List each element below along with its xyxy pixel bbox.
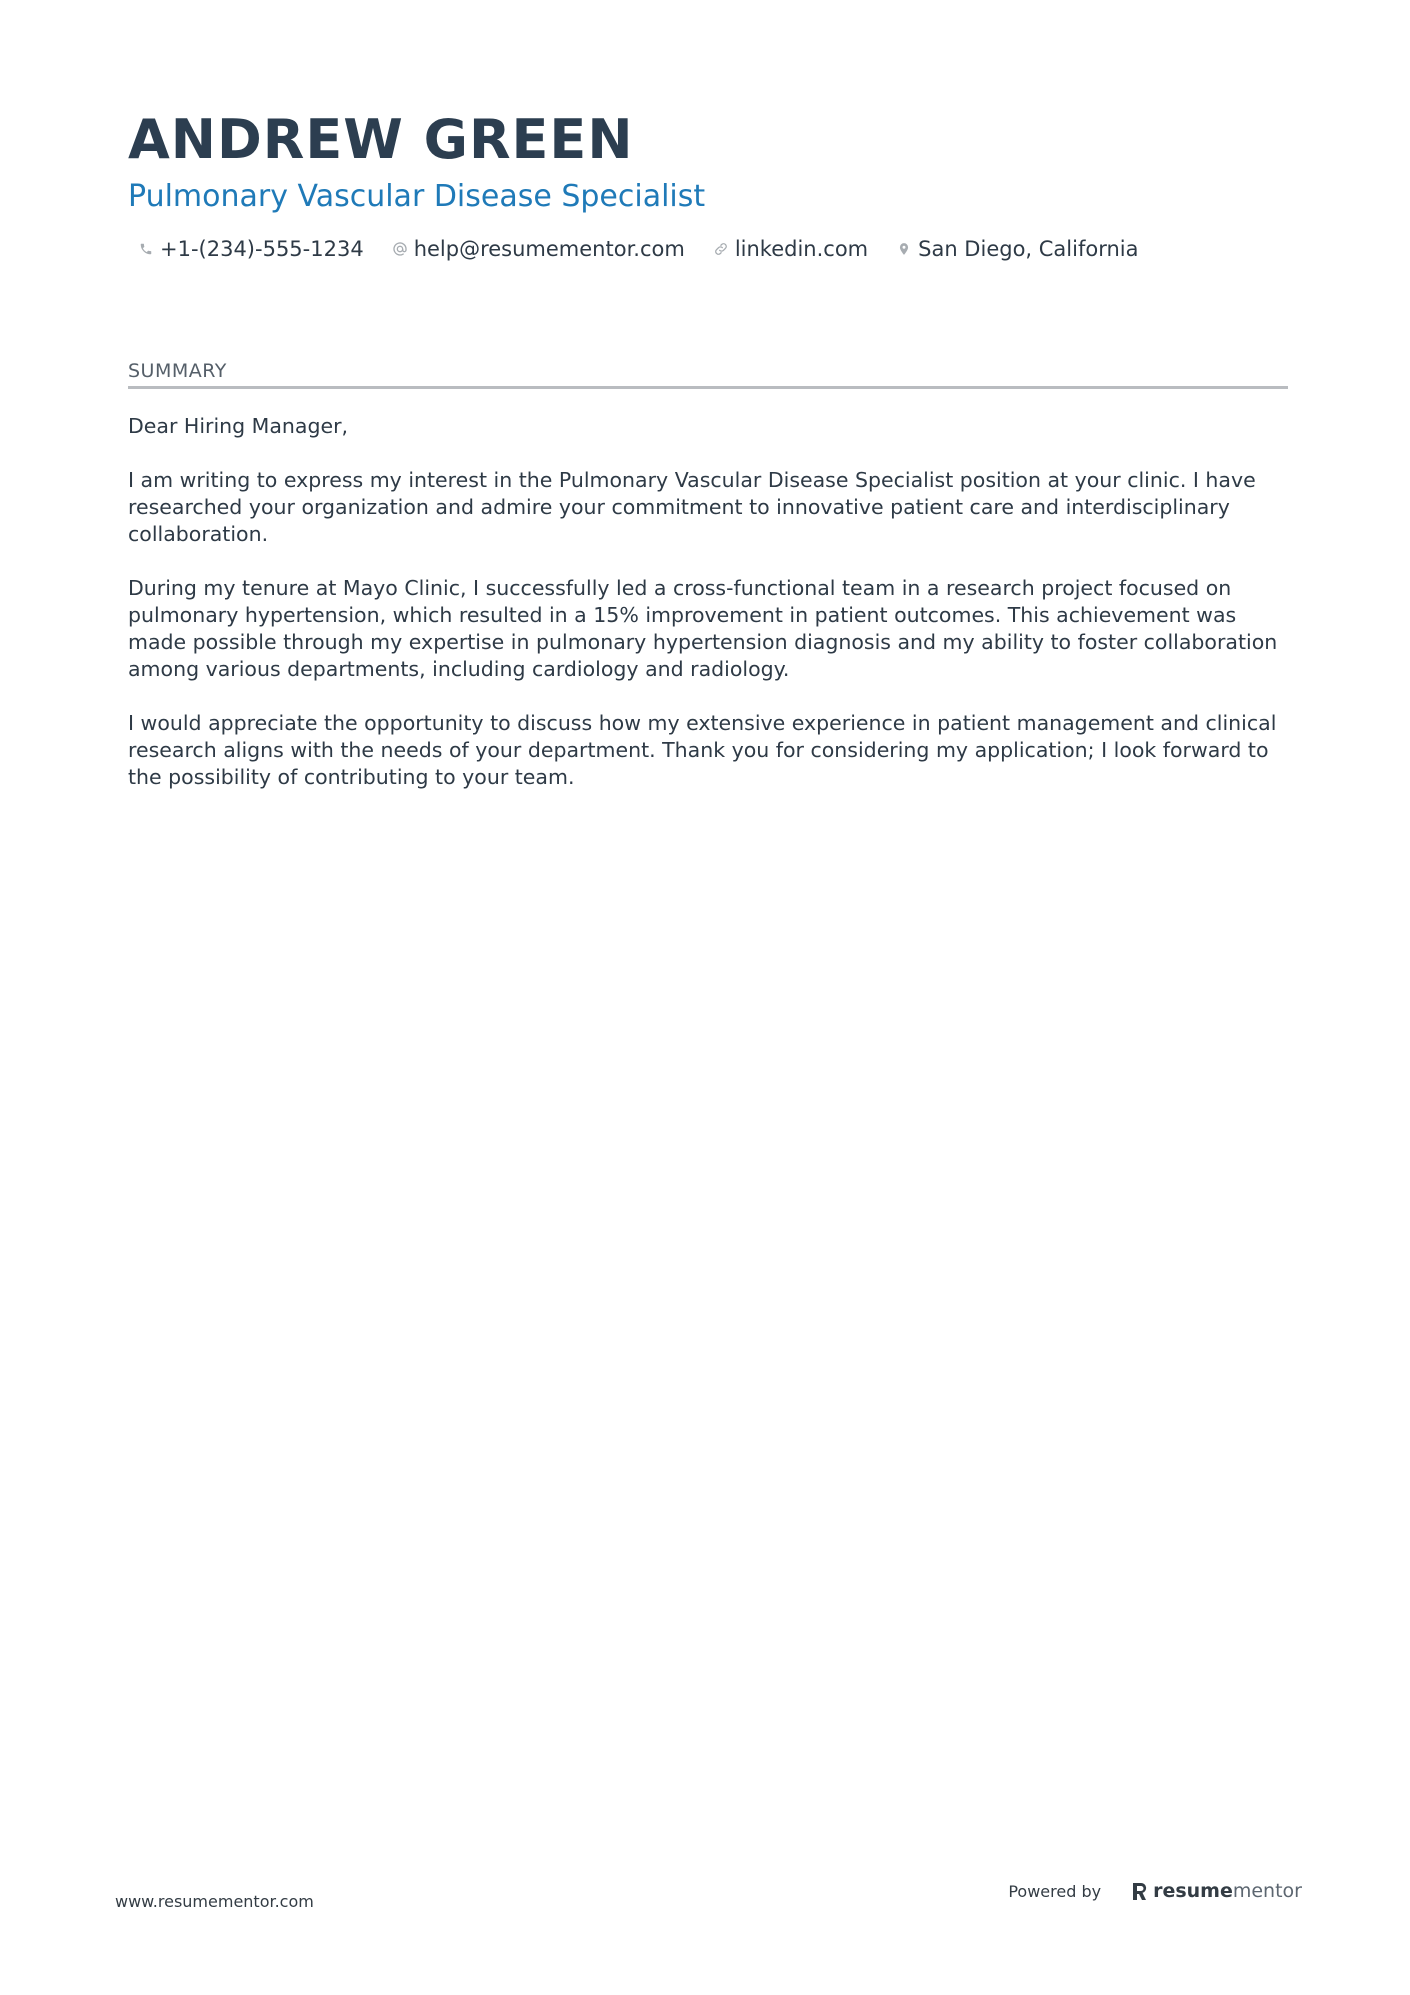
phone-icon [136,239,156,259]
footer-branding [1008,1880,1302,1902]
location-text: San Diego, California [918,237,1139,262]
candidate-title: Pulmonary Vascular Disease Specialist [128,179,706,215]
contact-location [894,237,1138,261]
contact-row [128,237,1288,261]
candidate-name: ANDREW GREEN [128,108,634,171]
website-text: linkedin.com [734,237,869,262]
summary-section [128,360,1288,818]
cover-letter-body [128,413,1288,791]
brand-logo[interactable] [1131,1880,1302,1902]
contact-phone [136,237,364,261]
email-text: help@resumementor.com [413,237,685,262]
footer-website[interactable]: www.resumementor.com [115,1892,314,1911]
resume-header [128,110,1288,261]
salutation: Dear Hiring Manager, [128,414,349,438]
letter-paragraph: During my tenure at Mayo Clinic, I successfully led a cross-functional team in a research project focused on pulmonary hypertension, which resulted in a 15% improvement in patient outcomes. This achievement was made possible through my expertise in pulmonary hypertension diagnosis and my ability to foster collaboration among various departments, including cardiology and radiology. [128,576,1278,681]
phone-text: +1-(234)-555-1234 [160,237,364,262]
powered-by-text: Powered by [1008,1881,1102,1901]
resumementor-logo-icon [1131,1880,1149,1902]
letter-paragraph: I would appreciate the opportunity to discuss how my extensive experience in patient management and clinical research aligns with the needs of your department. Thank you for considering my application; I look forward to the possibility of contributing to your team. [128,711,1277,789]
at-icon [390,239,410,259]
contact-email [390,237,685,261]
brand-name-part2: mentor [1232,1880,1302,1902]
brand-name-part1: resume [1153,1880,1233,1902]
letter-paragraph: I am writing to express my interest in the Pulmonary Vascular Disease Specialist position at your clinic. I have researched your organization and admire your commitment to innovative patient care and interdisciplinary collaboration. [128,468,1256,546]
contact-website [711,237,868,261]
section-heading: SUMMARY [128,360,1288,389]
link-icon [711,239,731,259]
location-pin-icon [894,239,914,259]
